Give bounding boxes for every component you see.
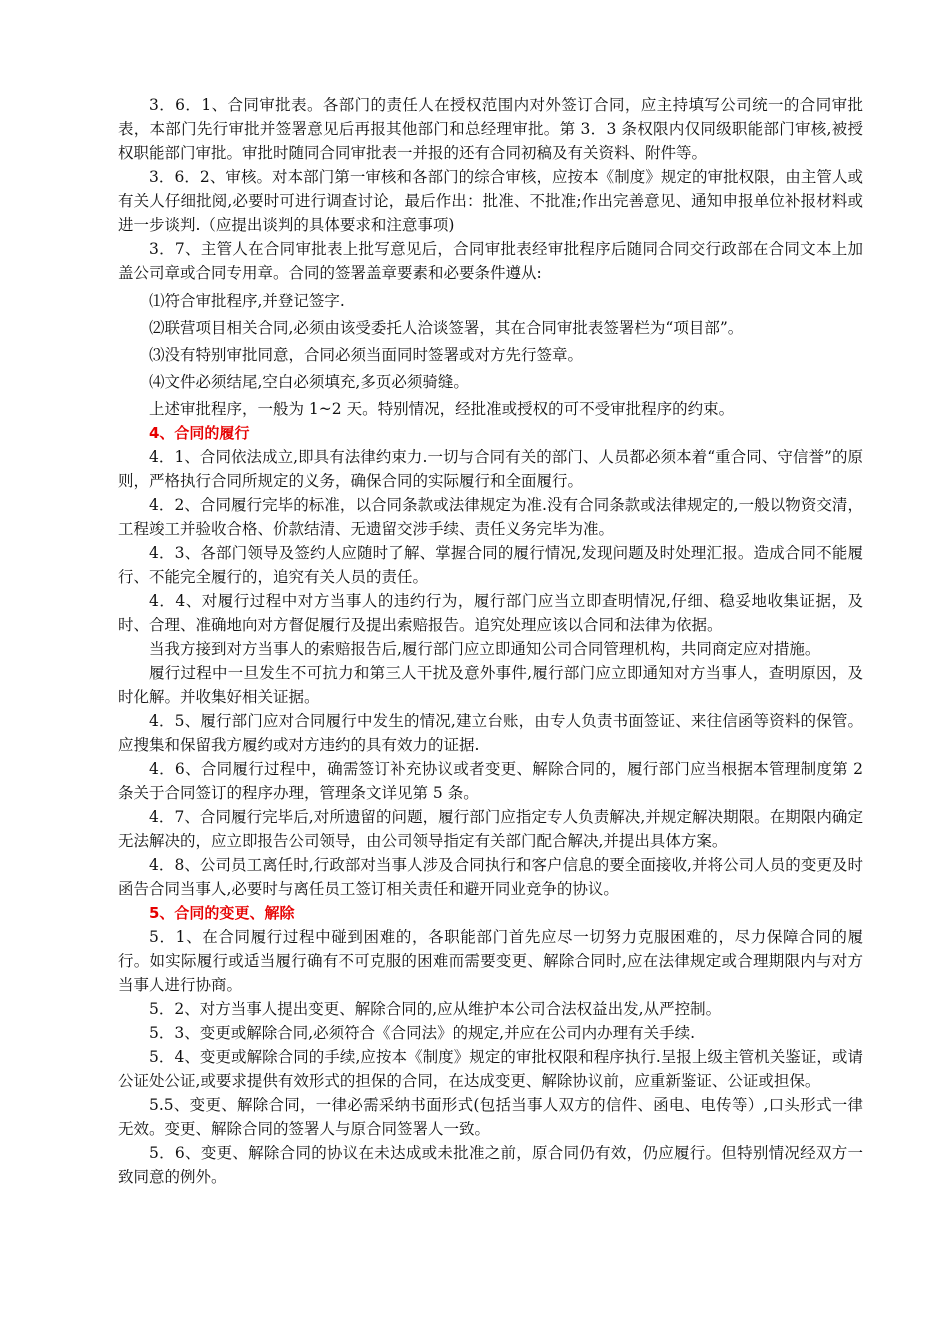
approval-time-note: 上述审批程序，一般为 1~2 天。特别情况，经批准或授权的可不受审批程序的约束。 — [149, 400, 735, 418]
list-item-4: ⑷文件必须结尾,空白必须填充,多页必须骑缝。 — [149, 373, 469, 391]
clause-3-6-1: 3．6．1、合同审批表。各部门的责任人在授权范围内对外签订合同，应主持填写公司统一的合同审批表，本部门先行审批并签署意见后再报其他部门和总经理审批。第 3．3 条权限内仅同级职能部门审核,被授权职能部门审批。审批时随同合同审批表一并报的还有合同初稿及有关资料、附件等。 — [118, 96, 863, 162]
clause-5-6: 5．6、变更、解除合同的协议在未达成或未批准之前，原合同仍有效，仍应履行。但特别情况经双方一致同意的例外。 — [118, 1144, 863, 1186]
section-heading-4-text: 4、合同的履行 — [149, 424, 250, 442]
section-heading-5-text: 5、合同的变更、解除 — [149, 904, 295, 922]
section-heading-4 — [118, 421, 863, 445]
clause-4-3: 4．3、各部门领导及签约人应随时了解、掌握合同的履行情况,发现问题及时处理汇报。造成合同不能履行、不能完全履行的，追究有关人员的责任。 — [118, 544, 863, 586]
clause-5-2: 5．2、对方当事人提出变更、解除合同的,应从维护本公司合法权益出发,从严控制。 — [149, 1000, 722, 1018]
clause-4-8: 4．8、公司员工离任时,行政部对当事人涉及合同执行和客户信息的要全面接收,并将公司人员的变更及时函告合同当事人,必要时与离任员工签订相关责任和避开同业竞争的协议。 — [118, 856, 863, 898]
clause-4-4-claim: 当我方接到对方当事人的索赔报告后,履行部门应立即通知公司合同管理机构，共同商定应对措施。 — [149, 640, 821, 658]
clause-4-7: 4．7、合同履行完毕后,对所遗留的问题，履行部门应指定专人负责解决,并规定解决期限。在期限内确定无法解决的，应立即报告公司领导，由公司领导指定有关部门配合解决,并提出具体方案。 — [118, 808, 863, 850]
clause-5-3: 5．3、变更或解除合同,必须符合《合同法》的规定,并应在公司内办理有关手续. — [149, 1024, 696, 1042]
section-heading-5 — [118, 901, 863, 925]
clause-5-4: 5．4、变更或解除合同的手续,应按本《制度》规定的审批权限和程序执行.呈报上级主管机关鉴证，或请公证处公证,或要求提供有效形式的担保的合同，在达成变更、解除协议前，应重新鉴证、公证或担保。 — [118, 1048, 863, 1090]
clause-3-7: 3．7、主管人在合同审批表上批写意见后，合同审批表经审批程序后随同合同交行政部在合同文本上加盖公司章或合同专用章。合同的签署盖章要素和必要条件遵从: — [118, 240, 863, 282]
list-item-1: ⑴符合审批程序,并登记签字. — [149, 292, 345, 310]
list-item-2: ⑵联营项目相关合同,必须由该受委托人洽谈签署，其在合同审批表签署栏为“项目部”。 — [149, 319, 744, 337]
clause-5-5: 5.5、变更、解除合同，一律必需采纳书面形式(包括当事人双方的信件、函电、电传等）,口头形式一律无效。变更、解除合同的签署人与原合同签署人一致。 — [118, 1096, 863, 1138]
clause-5-1: 5．1、在合同履行过程中碰到困难的，各职能部门首先应尽一切努力克服困难的，尽力保障合同的履行。如实际履行或适当履行确有不可克服的困难而需要变更、解除合同时,应在法律规定或合理期限内与对方当事人进行协商。 — [118, 928, 863, 994]
clause-4-6: 4．6、合同履行过程中，确需签订补充协议或者变更、解除合同的，履行部门应当根据本管理制度第 2 条关于合同签订的程序办理，管理条文详见第 5 条。 — [118, 760, 863, 802]
document-page — [118, 93, 863, 1189]
clause-4-1: 4．1、合同依法成立,即具有法律约束力.一切与合同有关的部门、人员都必须本着“重合同、守信誉”的原则，严格执行合同所规定的义务，确保合同的实际履行和全面履行。 — [118, 448, 863, 490]
clause-4-2: 4．2、合同履行完毕的标准，以合同条款或法律规定为准.没有合同条款或法律规定的,一般以物资交清，工程竣工并验收合格、价款结清、无遗留交涉手续、责任义务完毕为准。 — [118, 496, 863, 538]
clause-3-6-2: 3．6．2、审核。对本部门第一审核和各部门的综合审核，应按本《制度》规定的审批权限，由主管人或有关人仔细批阅,必要时可进行调查讨论，最后作出：批准、不批准;作出完善意见、通知申报单位补报材料或进一步谈判.（应提出谈判的具体要求和注意事项) — [118, 168, 863, 234]
clause-4-4-force-majeure: 履行过程中一旦发生不可抗力和第三人干扰及意外事件,履行部门应立即通知对方当事人，查明原因，及时化解。并收集好相关证据。 — [118, 664, 863, 706]
list-item-3: ⑶没有特别审批同意，合同必须当面同时签署或对方先行签章。 — [149, 346, 584, 364]
clause-4-5: 4．5、履行部门应对合同履行中发生的情况,建立台账，由专人负责书面签证、来往信函等资料的保管。应搜集和保留我方履约或对方违约的具有效力的证据. — [118, 712, 863, 754]
clause-4-4: 4．4、对履行过程中对方当事人的违约行为，履行部门应当立即查明情况,仔细、稳妥地收集证据，及时、合理、准确地向对方督促履行及提出索赔报告。追究处理应该以合同和法律为依据。 — [118, 592, 863, 634]
